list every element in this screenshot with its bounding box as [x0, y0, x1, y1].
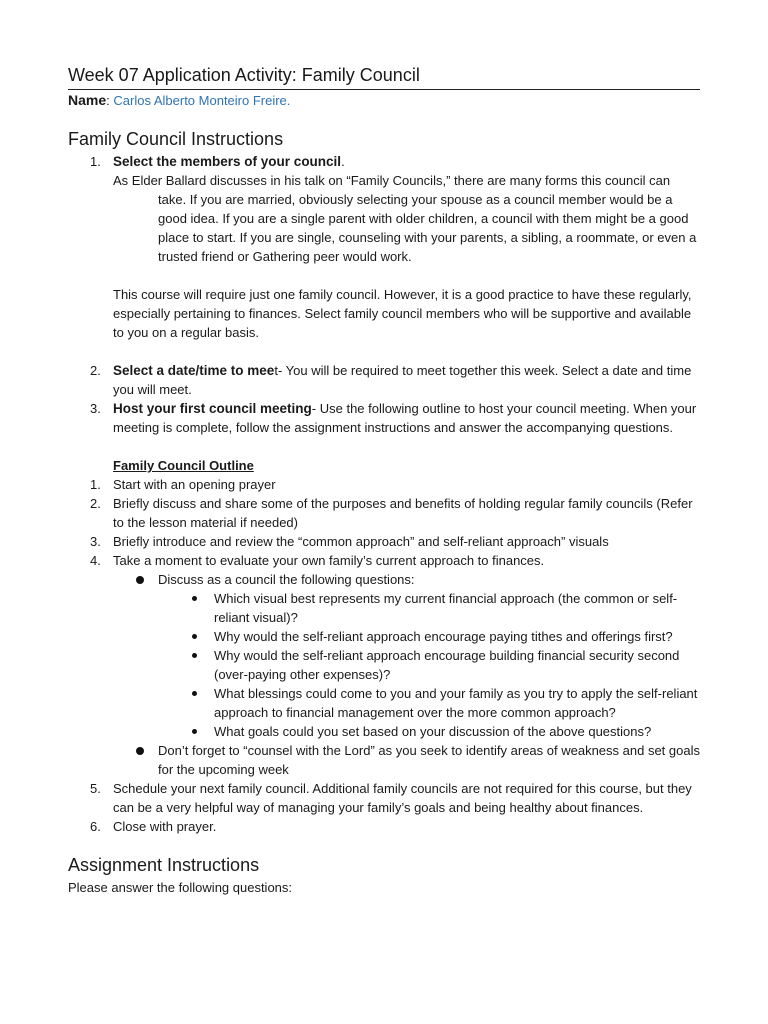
- outline-text: Schedule your next family council. Additional family councils are not required for this course, but they can be a very helpful way of managing your family’s goals and being healthy about finances.: [113, 781, 692, 815]
- bullet-counsel: [68, 741, 700, 779]
- instruction-text: - Use the following outline to host your council meeting. When your meeting is complete, follow the assignment instructions and answer the accompanying questions.: [113, 401, 697, 435]
- bullet-dot-icon: [192, 653, 197, 658]
- bullet-discuss: [68, 570, 700, 589]
- outline-item-3: [68, 532, 700, 551]
- question-text: What goals could you set based on your discussion of the above questions?: [214, 724, 652, 739]
- question-item-4: [68, 684, 700, 722]
- outline-text: Briefly discuss and share some of the purposes and benefits of holding regular family councils (Refer to the lesson material if needed): [113, 496, 693, 530]
- assignment-intro: Please answer the following questions:: [68, 880, 293, 895]
- outline-item-2: [68, 494, 700, 532]
- question-item-3: [68, 646, 700, 684]
- question-item-5: [68, 722, 700, 741]
- list-number: 3.: [90, 534, 101, 549]
- list-number: 2.: [90, 363, 101, 378]
- instruction-item-1: [68, 152, 700, 171]
- outline-text: Close with prayer.: [113, 819, 217, 834]
- outline-item-1: [68, 475, 700, 494]
- outline-item-6: [68, 817, 700, 836]
- instruction-paragraph: As Elder Ballard discusses in his talk on “Family Councils,” there are many forms this council can take. If you are married, obviously selecting your spouse as a council member would be a good idea. If you are a single parent with older children, a council with them might be a good place to start. If you are single, counseling with your parents, a sibling, a roommate, or even a trusted friend or Gathering peer would work.: [113, 173, 697, 264]
- bullet-dot-icon: [192, 729, 197, 734]
- outline-text: Briefly introduce and review the “common approach” and self-reliant approach” visuals: [113, 534, 609, 549]
- list-number: 6.: [90, 819, 101, 834]
- instruction-item-2: [68, 361, 700, 399]
- outline-item-5: [68, 779, 700, 817]
- question-text: Which visual best represents my current financial approach (the common or self-reliant visual)?: [214, 591, 678, 625]
- bullet-dot-icon: [192, 634, 197, 639]
- question-item-1: [68, 589, 700, 627]
- instruction-text: t- You will be required to meet together this week. Select a date and time you will meet.: [113, 363, 692, 397]
- bullet-dot-icon: [136, 576, 144, 584]
- instruction-bold-text: Select a date/time to mee: [113, 363, 275, 378]
- list-number: 1.: [90, 154, 101, 169]
- list-number: 2.: [90, 496, 101, 511]
- bullet-dot-icon: [192, 691, 197, 696]
- bullet-dot-icon: [136, 747, 144, 755]
- instruction-paragraph-2: This course will require just one family council. However, it is a good practice to have these regularly, especially pertaining to finances. Select family council members who will be supportive and available to you on a regular basis.: [113, 287, 692, 340]
- name-line: [68, 90, 700, 111]
- bullet-text: Don’t forget to “counsel with the Lord” as you seek to identify areas of weakness and set goals for the upcoming week: [158, 743, 700, 777]
- bullet-text: Discuss as a council the following questions:: [158, 572, 415, 587]
- document-title: Week 07 Application Activity: Family Council: [68, 62, 700, 90]
- list-number: 3.: [90, 401, 101, 416]
- name-separator: :: [106, 93, 110, 108]
- question-text: Why would the self-reliant approach encourage paying tithes and offerings first?: [214, 629, 673, 644]
- instruction-bold-text: Host your first council meeting: [113, 401, 312, 416]
- section-heading-instructions: Family Council Instructions: [68, 129, 284, 149]
- instruction-bold-text: Select the members of your council: [113, 154, 342, 169]
- outline-item-4: [68, 551, 700, 570]
- instruction-item-3: [68, 399, 700, 437]
- outline-text: Take a moment to evaluate your own family’s current approach to finances.: [113, 553, 545, 568]
- outline-text: Start with an opening prayer: [113, 477, 276, 492]
- question-item-2: [68, 627, 700, 646]
- list-number: 5.: [90, 781, 101, 796]
- outline-title: Family Council Outline: [113, 458, 254, 473]
- list-number: 1.: [90, 477, 101, 492]
- bullet-dot-icon: [192, 596, 197, 601]
- document-page: [68, 62, 700, 897]
- section-heading-assignment: Assignment Instructions: [68, 855, 260, 875]
- instruction-text: .: [341, 154, 345, 169]
- name-label: Name: [68, 92, 107, 108]
- list-number: 4.: [90, 553, 101, 568]
- question-text: What blessings could come to you and your family as you try to apply the self-reliant approach to financial management over the more common approach?: [214, 686, 698, 720]
- name-value: Carlos Alberto Monteiro Freire.: [113, 93, 291, 108]
- question-text: Why would the self-reliant approach encourage building financial security second (over-paying other expenses)?: [214, 648, 680, 682]
